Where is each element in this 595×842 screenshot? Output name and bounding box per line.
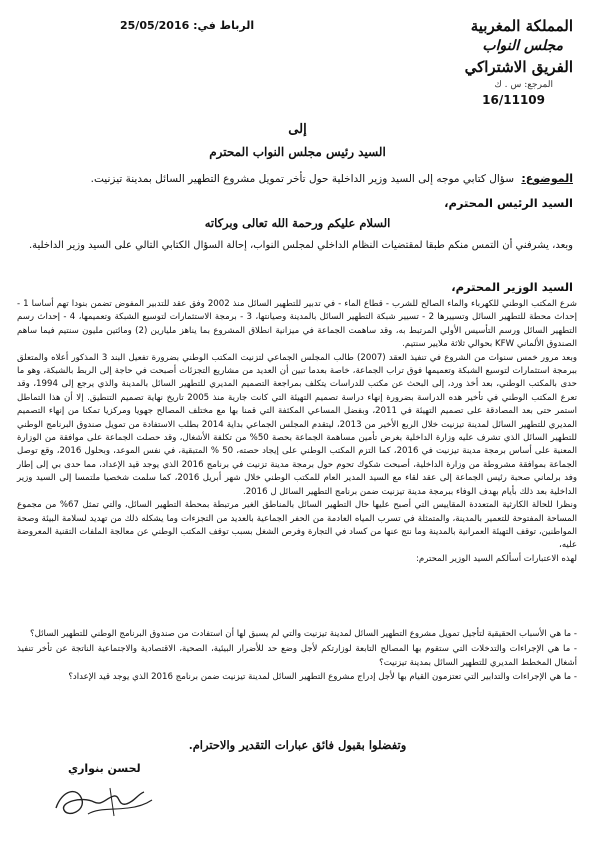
council-line: مجلس النواب bbox=[482, 38, 563, 54]
subject-text: سؤال كتابي موجه إلى السيد وزير الداخلية حول تأخر تمويل مشروع التطهير السائل بمدينة تيزنيت. bbox=[90, 173, 515, 185]
question-item: - ما هي الإجراءات والتدابير التي تعتزمون القيام بها لأجل إدراج مشروع التطهير السائل لمدينة تيزنيت ضمن برنامج 2016 الذي يوجد قيد الإعداد؟ bbox=[68, 672, 577, 683]
salutation-minister: السيد الوزير المحترم، bbox=[451, 280, 573, 294]
intro-paragraph: وبعد، يشرفني أن التمس منكم طبقا لمقتضيات النظام الداخلي لمجلس النواب، إحالة السؤال الكتابي التالي على السيد وزير الداخلية. bbox=[28, 240, 573, 251]
date-line bbox=[120, 19, 254, 32]
addressee: السيد رئيس مجلس النواب المحترم bbox=[209, 145, 386, 159]
body-paragraph: لهذه الاعتبارات أسألكم السيد الوزير المحترم: bbox=[416, 553, 577, 564]
body-paragraph: شرع المكتب الوطني للكهرباء والماء الصالح للشرب - قطاع الماء - في تدبير للتطهير السائل منذ 2002 وفق عقد للتدبير المفوض تضمن بنودا تهم أساسا 1 - إحداث محطة للتطهير السائل وتسييرها 2 - تسيير شبكة التطهير السائل بالمدينة وصيانتها، 3 - برمجة الاستثمارات لتوسيع الشبكة وتعميمها، 4 - إحداث رسم التطهير السائل ورسم التأسيس الأولي المرتبط به، وقد ساهمت الجماعة في ميزانية انطلاق المشروع بما يناهز مليارين (2) ومائتين مليون سنتيم فيما ساهم الصندوق الألماني KFW بحوالي ثلاثة ملايير سنتيم. bbox=[17, 299, 577, 350]
body-paragraph: وبعد مرور خمس سنوات من الشروع في تنفيذ العقد (2007) طالب المجلس الجماعي لتزنيت المكتب الوطني بضرورة تفعيل البند 3 المذكور أعلاه والمتعلق ببرمجة استثمارات لتوسيع الشبكة وتعميمها فوق تراب الجماعة، خاصة بعدما تبين أن العديد من مشاريع التجزئات أصبحت في حاجة إلى الربط بالشبكة، وهو ما حدى بالمكتب الوطني، بعد أخذ ورد، إلى البحث عن مكتب للدراسات يتكلف بمراجعة التصميم المديري للتطهير السائل بالمدينة والذي يرجع إلى 1994، وقد تعرع المكتب الوطني في تأخير هده الدراسة بضرورة إنهاء دراسة تصميم التهيئة التي كانت جارية منذ 2005 تاريخ نهاية تصميم التنطيق. إلا أن هذا التماطل استمر حتى بعد المصادقة على تصميم التهيئة في 2011، وبفضل المساعي المكثفة التي قمنا بها مع مختلف المصالح جهويا ومركزيا تمكنا من إنهاء التصميم المديري للتطهير السائل لمدينة تيزنيت خلال الربع الأخير من 2013، ليتقدم المجلس الجماعي بداية 2014 بطلب الاستفادة من تمويل صندوق البرنامج الوطني للتطهير السائل الذي تشرف عليه وزارة الداخلية بغرض تأمين مساهمة الجماعة بحصة 50% من تكلفة الأشغال، وقد حصلت الجماعة على موافقة من الوزارة المعنية على أساس برمجة مدينة تيزنيت في 2016، كما التزم المكتب الوطني على إيجاد حصته، 50 % المتبقية، في نفس الموعد، وبحلول 2016، وقع توصل الجماعة بموافقة مشروطة من وزارة الداخلية، أصبحت شكوك تحوم حول برمجة مدينة تزنيت في برنامج 2016 الذي يوجد قيد الإعداد، مما حدى بي إلى إطار وفد برلماني صحبة رئيس الجماعة إلى عقد لقاء مع السيد المدير العام للمكتب الوطني خلال شهر أبريل 2016، كما سلمت شخصيا ملتمسا إلى السيد وزير الداخلية بعد ذلك بأيام بهدف الوفاء ببرمجة مدينة تيزنيت ضمن برنامج التطهير السائل ل 2016. bbox=[17, 352, 578, 497]
questions-list bbox=[17, 628, 577, 686]
group-line: الفريق الاشتراكي bbox=[464, 58, 573, 76]
body-paragraph: ونظرا للحالة الكارثية المتعددة المقاييس التي أصبح عليها حال التطهير السائل بالمناطق الغير مرتبطة بمحطة التطهير السائل، والتي تمثل 67% من مجموع المساحة المفتوحة للتعمير بالمدينة، والمتمثلة في تسرب المياه العادمة من الحفر الجماعية بالعديد من التجزءات وما يشكله ذلك من تهديد لسلامة البيئة وصحة المواطنين، توقف التهيئة العمرانية بالمدينة وما نتج عنها من كساد في التجارة وفرص الشغل بسبب توقف المكتب الوطني عن معالجة الملفات التقنية المعروضة عليه، bbox=[17, 500, 577, 551]
date-label: الرباط في: bbox=[193, 19, 255, 32]
kingdom-line: المملكة المغربية bbox=[470, 17, 573, 35]
subject-label: الموضوع: bbox=[521, 172, 573, 185]
question-item: - ما هي الإجراءات والتدخلات التي ستقوم بها المصالح التابعة لوزارتكم لأجل وضع حد للأضرار البيئية، الصحية، الاقتصادية والاجتماعية الناتجة عن تأخر تنفيذ أشغال المخطط المديري للتطهير السائل بمدينة تيزنيت؟ bbox=[17, 643, 577, 668]
reference-label: المرجع: س . ك bbox=[494, 80, 553, 90]
reference-number: 16/11109 bbox=[482, 93, 545, 107]
signer-name: لحسن بنواري bbox=[68, 762, 141, 775]
closing-line: وتفضلوا بقبول فائق عبارات التقدير والاحترام. bbox=[188, 738, 407, 752]
letterhead bbox=[423, 16, 573, 108]
date-value: 25/05/2016 bbox=[120, 19, 190, 32]
signature-image bbox=[48, 778, 158, 826]
greeting: السلام عليكم ورحمة الله تعالى وبركاته bbox=[204, 216, 391, 230]
question-item: - ما هي الأسباب الحقيقية لتأجيل تمويل مشروع التطهير السائل لمدينة تيزنيت والتي لم يسبق لها أن استفادت من صندوق البرنامج الوطني للتطهير السائل؟ bbox=[30, 629, 577, 639]
subject-line bbox=[18, 172, 573, 186]
letter-body bbox=[17, 298, 577, 566]
salutation-president: السيد الرئيس المحترم، bbox=[444, 196, 573, 210]
to-line: إلى bbox=[288, 122, 307, 137]
